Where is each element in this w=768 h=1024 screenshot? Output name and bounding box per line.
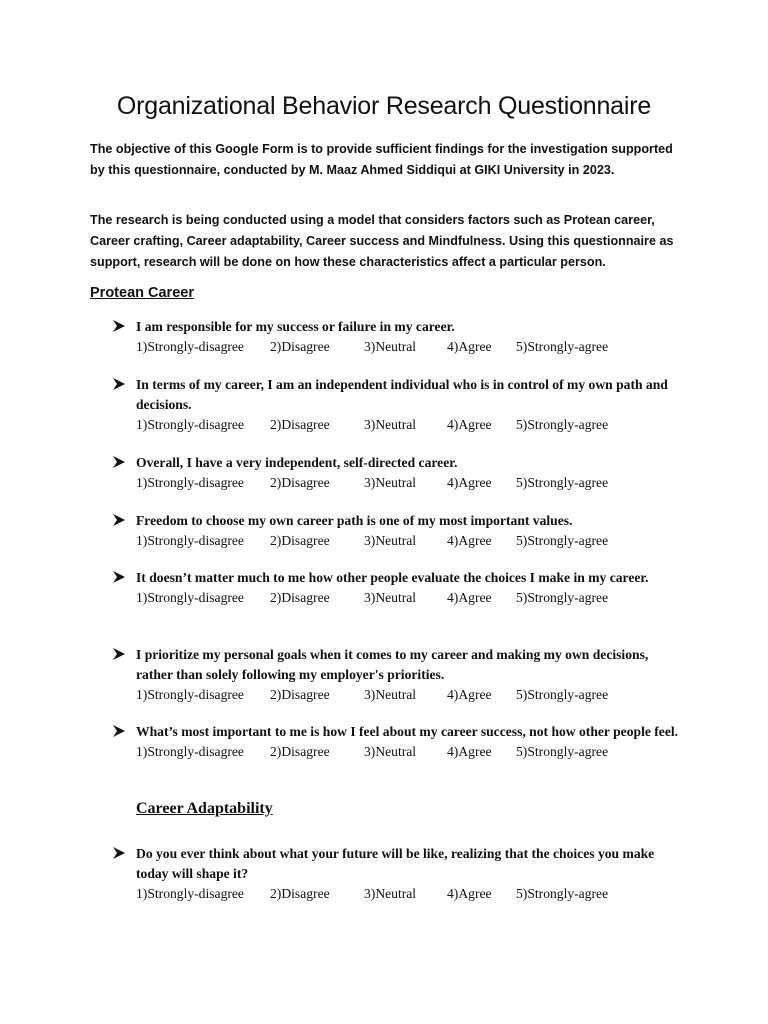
scale-option-neutral: 3)Neutral [364,533,417,548]
question-item [112,844,682,904]
arrowhead-bullet-icon [112,455,126,469]
likert-scale [136,473,682,493]
scale-option-neutral: 3)Neutral [364,417,417,432]
scale-option-strongly-agree: 5)Strongly-agree [516,475,609,490]
scale-option-agree: 4)Agree [447,533,492,548]
scale-option-strongly-agree: 5)Strongly-agree [516,886,609,901]
likert-scale [136,884,682,904]
intro-research-paragraph: The research is being conducted using a model that considers factors such as Protean career, Career crafting, Career adaptability, Career success and Mindfulness. Using this questionnaire as support, research will be done on how these characteristics affect a particular person. [90,213,674,269]
scale-option-agree: 4)Agree [447,886,492,901]
likert-scale [136,742,682,762]
scale-option-neutral: 3)Neutral [364,475,417,490]
arrowhead-bullet-icon [112,724,126,738]
arrowhead-bullet-icon [112,647,126,661]
question-item [112,568,682,608]
scale-option-disagree: 2)Disagree [270,533,330,548]
scale-option-strongly-agree: 5)Strongly-agree [516,590,609,605]
section-heading-protean-career: Protean Career [90,285,194,301]
scale-option-disagree: 2)Disagree [270,475,330,490]
question-item [112,375,682,435]
question-item [112,722,682,762]
scale-option-disagree: 2)Disagree [270,339,330,354]
likert-scale [136,531,682,551]
scale-option-strongly-disagree: 1)Strongly-disagree [136,590,244,605]
question-text: Do you ever think about what your future will be like, realizing that the choices you make today will shape it? [136,846,655,881]
likert-scale [136,337,682,357]
question-item [112,511,682,551]
scale-option-neutral: 3)Neutral [364,886,417,901]
arrowhead-bullet-icon [112,377,126,391]
question-text: What’s most important to me is how I feel about my career success, not how other people feel. [136,724,679,739]
scale-option-strongly-agree: 5)Strongly-agree [516,744,609,759]
scale-option-strongly-disagree: 1)Strongly-disagree [136,339,244,354]
arrowhead-bullet-icon [112,570,126,584]
arrowhead-bullet-icon [112,846,126,860]
scale-option-agree: 4)Agree [447,744,492,759]
scale-option-strongly-agree: 5)Strongly-agree [516,339,609,354]
scale-option-strongly-disagree: 1)Strongly-disagree [136,886,244,901]
intro-objective-paragraph: The objective of this Google Form is to provide sufficient findings for the investigation supported by this questionnaire, conducted by M. Maaz Ahmed Siddiqui at GIKI University in 2023. [90,142,673,177]
scale-option-disagree: 2)Disagree [270,590,330,605]
scale-option-disagree: 2)Disagree [270,417,330,432]
page-title: Organizational Behavior Research Questionnaire [116,92,652,120]
scale-option-strongly-agree: 5)Strongly-agree [516,417,609,432]
scale-option-neutral: 3)Neutral [364,744,417,759]
scale-option-agree: 4)Agree [447,339,492,354]
question-text: Freedom to choose my own career path is one of my most important values. [136,513,573,528]
scale-option-agree: 4)Agree [447,590,492,605]
scale-option-agree: 4)Agree [447,687,492,702]
scale-option-strongly-agree: 5)Strongly-agree [516,533,609,548]
scale-option-strongly-disagree: 1)Strongly-disagree [136,687,244,702]
scale-option-strongly-disagree: 1)Strongly-disagree [136,417,244,432]
scale-option-strongly-disagree: 1)Strongly-disagree [136,744,244,759]
scale-option-disagree: 2)Disagree [270,886,330,901]
scale-option-neutral: 3)Neutral [364,590,417,605]
question-text: I am responsible for my success or failure in my career. [136,319,455,334]
scale-option-disagree: 2)Disagree [270,744,330,759]
section-heading-career-adaptability: Career Adaptability [136,800,273,817]
scale-option-strongly-agree: 5)Strongly-agree [516,687,609,702]
scale-option-strongly-disagree: 1)Strongly-disagree [136,533,244,548]
scale-option-disagree: 2)Disagree [270,687,330,702]
arrowhead-bullet-icon [112,319,126,333]
scale-option-neutral: 3)Neutral [364,339,417,354]
scale-option-neutral: 3)Neutral [364,687,417,702]
question-text: In terms of my career, I am an independent individual who is in control of my own path and decisions. [136,377,668,412]
question-item [112,317,682,357]
question-text: It doesn’t matter much to me how other people evaluate the choices I make in my career. [136,570,649,585]
likert-scale [136,685,682,705]
likert-scale [136,415,682,435]
scale-option-agree: 4)Agree [447,475,492,490]
likert-scale [136,588,682,608]
scale-option-strongly-disagree: 1)Strongly-disagree [136,475,244,490]
question-item [112,645,682,705]
question-text: I prioritize my personal goals when it comes to my career and making my own decisions, rather than solely following my employer's priorities. [136,647,649,682]
scale-option-agree: 4)Agree [447,417,492,432]
arrowhead-bullet-icon [112,513,126,527]
question-text: Overall, I have a very independent, self-directed career. [136,455,458,470]
question-item [112,453,682,493]
